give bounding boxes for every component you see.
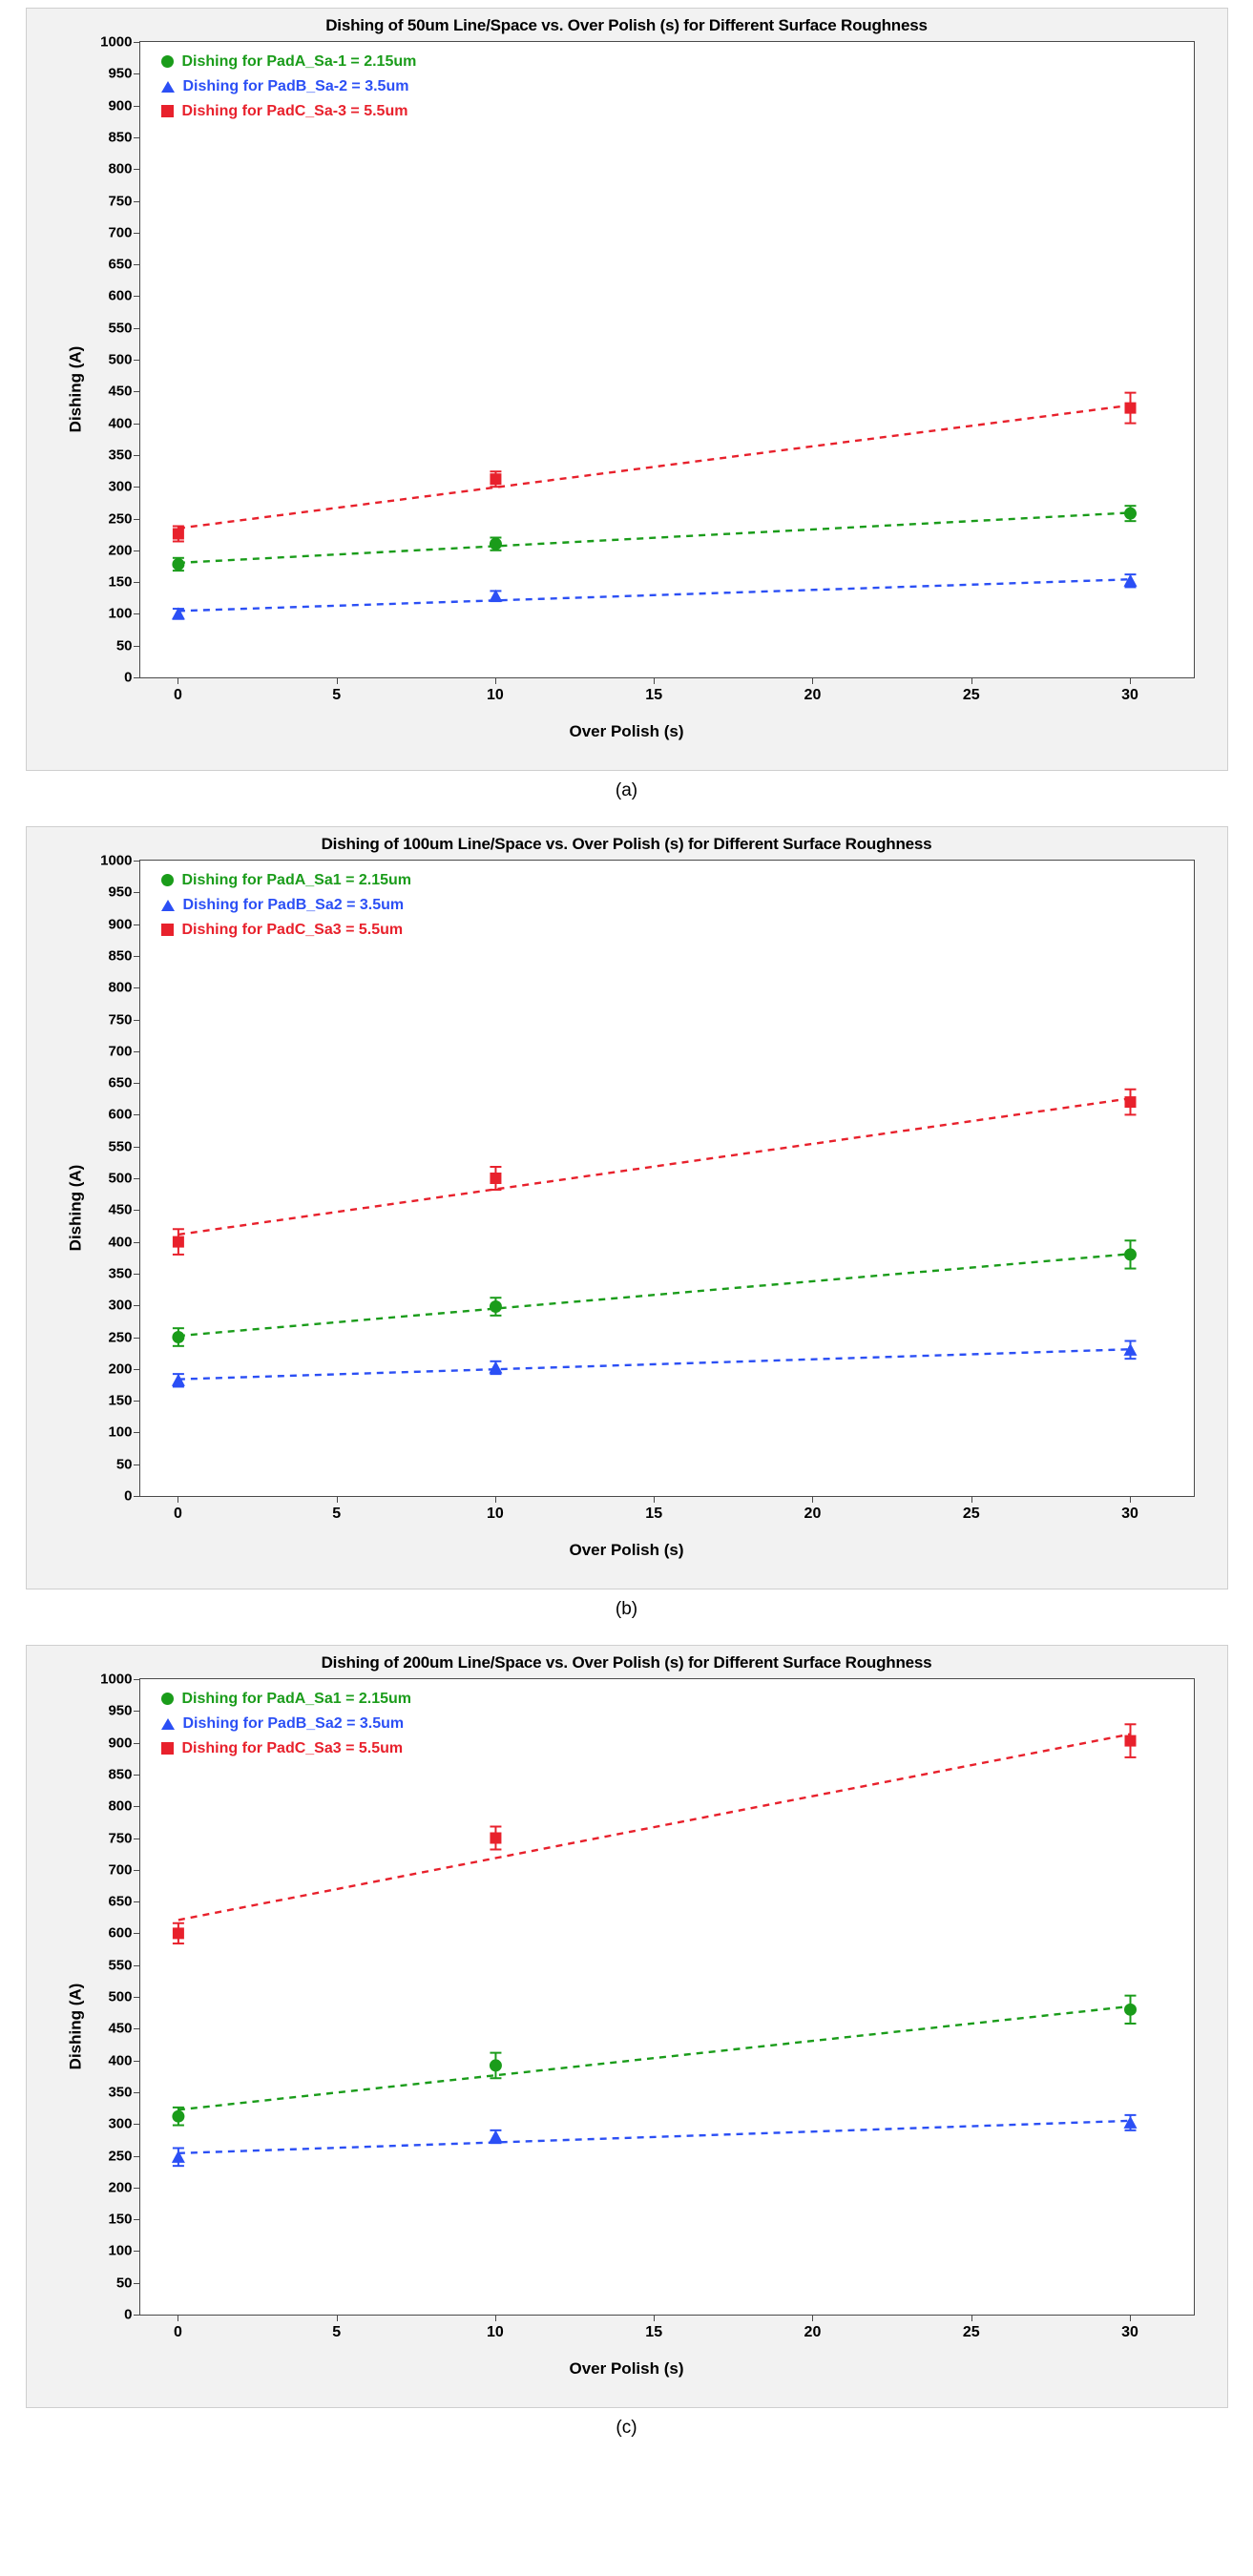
- y-tick-mark: [134, 1496, 140, 1497]
- x-tick-mark: [337, 677, 338, 684]
- data-point: [489, 590, 502, 602]
- y-tick-mark: [134, 2061, 140, 2062]
- y-tick-label: 0: [124, 669, 133, 686]
- x-tick-mark: [812, 2315, 813, 2321]
- y-tick-label: 850: [108, 947, 133, 965]
- y-tick-label: 700: [108, 1861, 133, 1879]
- y-tick-label: 850: [108, 129, 133, 146]
- y-axis-label: Dishing (A): [65, 1983, 84, 2070]
- trend-line: [178, 579, 1130, 611]
- trend-line: [178, 2006, 1130, 2109]
- y-tick-mark: [134, 201, 140, 202]
- x-tick-mark: [654, 1496, 655, 1503]
- y-tick-mark: [134, 169, 140, 170]
- y-tick-label: 950: [108, 65, 133, 82]
- plot-area-wrapper: [100, 33, 1195, 703]
- data-point: [172, 1328, 184, 1346]
- y-tick-label: 150: [108, 573, 133, 591]
- y-tick-label: 450: [108, 2020, 133, 2037]
- y-tick-mark: [134, 2124, 140, 2125]
- y-tick-label: 800: [108, 979, 133, 996]
- y-tick-label: 500: [108, 351, 133, 368]
- y-tick-mark: [134, 2219, 140, 2220]
- data-point: [1123, 1240, 1136, 1268]
- y-tick-label: 950: [108, 883, 133, 901]
- plot-area-wrapper: [100, 852, 1195, 1522]
- y-tick-mark: [134, 1901, 140, 1902]
- x-tick-label: 25: [962, 2324, 980, 2340]
- figure-a: [26, 8, 1228, 801]
- trend-line: [178, 1098, 1130, 1235]
- y-tick-label: 100: [108, 2242, 133, 2259]
- y-tick-mark: [134, 1051, 140, 1052]
- y-tick-label: 200: [108, 2179, 133, 2196]
- trend-line: [178, 1349, 1130, 1379]
- chart-panel-a: [26, 8, 1228, 771]
- data-point: [171, 2149, 184, 2167]
- plot-area-wrapper: [100, 1671, 1195, 2340]
- y-tick-mark: [134, 424, 140, 425]
- y-tick-mark: [134, 1997, 140, 1998]
- y-tick-mark: [134, 1806, 140, 1807]
- y-tick-label: 900: [108, 916, 133, 933]
- y-tick-mark: [134, 296, 140, 297]
- y-tick-label: 0: [124, 1487, 133, 1505]
- x-tick-mark: [812, 677, 813, 684]
- x-tick-label: 5: [332, 687, 342, 703]
- y-tick-mark: [134, 2188, 140, 2189]
- x-tick-label: 15: [645, 2324, 663, 2340]
- x-tick-label: 10: [487, 1506, 504, 1522]
- data-point: [490, 1827, 501, 1850]
- y-tick-mark: [134, 73, 140, 74]
- y-tick-label: 750: [108, 1830, 133, 1846]
- y-tick-label: 350: [108, 2084, 133, 2101]
- x-tick-mark: [337, 2315, 338, 2321]
- y-tick-mark: [134, 519, 140, 520]
- y-tick-mark: [134, 1242, 140, 1243]
- y-tick-mark: [134, 2028, 140, 2029]
- x-axis-label: Over Polish (s): [569, 2359, 684, 2378]
- y-tick-label: 100: [108, 1423, 133, 1441]
- x-tick-mark: [1130, 2315, 1131, 2321]
- x-tick-mark: [1130, 677, 1131, 684]
- x-tick-mark: [495, 2315, 496, 2321]
- y-tick-mark: [134, 1369, 140, 1370]
- x-tick-label: 5: [332, 1506, 342, 1522]
- y-tick-label: 1000: [100, 852, 133, 869]
- data-layer: [140, 861, 1194, 1496]
- data-layer: [140, 1679, 1194, 2315]
- plot-area: [100, 852, 1195, 1522]
- y-tick-label: 550: [108, 1957, 133, 1974]
- legend-label: Dishing for PadA_Sa1 = 2.15um: [181, 1691, 412, 1707]
- figure-b: [26, 826, 1228, 1620]
- x-axis-label: Over Polish (s): [569, 722, 684, 740]
- y-tick-label: 350: [108, 447, 133, 464]
- y-tick-mark: [134, 1020, 140, 1021]
- y-tick-label: 900: [108, 97, 133, 114]
- y-tick-label: 750: [108, 1011, 133, 1028]
- data-point: [1123, 506, 1136, 521]
- y-tick-mark: [134, 1711, 140, 1712]
- y-tick-label: 150: [108, 1392, 133, 1409]
- y-tick-mark: [134, 264, 140, 265]
- y-tick-label: 850: [108, 1766, 133, 1783]
- y-tick-mark: [134, 1147, 140, 1148]
- y-tick-mark: [134, 2092, 140, 2093]
- data-layer: [140, 42, 1194, 677]
- y-tick-mark: [134, 233, 140, 234]
- y-tick-mark: [134, 2283, 140, 2284]
- x-tick-label: 0: [173, 687, 182, 703]
- data-point: [489, 1298, 501, 1316]
- x-tick-label: 25: [962, 1506, 980, 1522]
- y-tick-label: 500: [108, 1988, 133, 2005]
- figure-c: [26, 1645, 1228, 2439]
- y-tick-label: 300: [108, 1297, 133, 1314]
- y-tick-mark: [134, 1114, 140, 1115]
- data-point: [490, 471, 501, 487]
- y-tick-mark: [134, 1083, 140, 1084]
- plot-area: [100, 33, 1195, 703]
- y-tick-mark: [134, 1743, 140, 1744]
- x-tick-mark: [654, 677, 655, 684]
- x-tick-mark: [971, 2315, 972, 2321]
- figure-caption: (b): [615, 1599, 638, 1619]
- y-tick-mark: [134, 360, 140, 361]
- data-point: [172, 1923, 183, 1943]
- x-tick-mark: [337, 1496, 338, 1503]
- y-tick-label: 50: [115, 2275, 133, 2292]
- y-tick-label: 700: [108, 224, 133, 241]
- x-tick-label: 30: [1121, 687, 1138, 703]
- x-tick-label: 20: [804, 1506, 822, 1522]
- trend-line: [178, 512, 1130, 563]
- chart-panel-c: [26, 1645, 1228, 2408]
- chart-title: Dishing of 100um Line/Space vs. Over Polish (s) for Different Surface Roughness: [321, 835, 932, 853]
- data-point: [1124, 1724, 1136, 1757]
- x-tick-mark: [495, 1496, 496, 1503]
- x-tick-mark: [971, 677, 972, 684]
- chart-panel-b: [26, 826, 1228, 1589]
- y-tick-mark: [134, 137, 140, 138]
- y-tick-mark: [134, 956, 140, 957]
- y-tick-mark: [134, 924, 140, 925]
- y-tick-label: 400: [108, 1234, 133, 1251]
- y-tick-label: 550: [108, 320, 133, 337]
- y-tick-label: 950: [108, 1702, 133, 1719]
- trend-line: [178, 1254, 1130, 1336]
- y-tick-label: 1000: [100, 33, 133, 51]
- x-tick-label: 25: [962, 687, 980, 703]
- x-tick-label: 5: [332, 2324, 342, 2340]
- y-tick-mark: [134, 2156, 140, 2157]
- x-tick-label: 0: [173, 1506, 182, 1522]
- legend-label: Dishing for PadB_Sa2 = 3.5um: [182, 896, 405, 913]
- data-point: [1124, 393, 1136, 424]
- y-tick-mark: [134, 677, 140, 678]
- y-tick-mark: [134, 391, 140, 392]
- y-tick-mark: [134, 2251, 140, 2252]
- data-point: [1124, 1090, 1136, 1115]
- y-tick-mark: [134, 1210, 140, 1211]
- y-tick-label: 800: [108, 1797, 133, 1815]
- x-tick-label: 10: [487, 687, 504, 703]
- trend-line: [178, 1735, 1130, 1921]
- y-tick-label: 250: [108, 510, 133, 527]
- data-point: [172, 526, 183, 541]
- y-tick-mark: [134, 646, 140, 647]
- y-tick-mark: [134, 613, 140, 614]
- data-point: [172, 558, 184, 571]
- y-tick-label: 650: [108, 1074, 133, 1091]
- y-tick-label: 750: [108, 193, 133, 209]
- y-tick-label: 450: [108, 1201, 133, 1218]
- y-tick-label: 300: [108, 478, 133, 495]
- y-tick-label: 600: [108, 1924, 133, 1942]
- legend-label: Dishing for PadC_Sa-3 = 5.5um: [181, 102, 408, 119]
- data-point: [489, 2130, 502, 2144]
- legend-label: Dishing for PadA_Sa1 = 2.15um: [181, 872, 412, 888]
- x-tick-mark: [1130, 1496, 1131, 1503]
- data-point: [490, 1167, 501, 1190]
- y-tick-mark: [134, 1870, 140, 1871]
- y-tick-label: 100: [108, 605, 133, 622]
- y-tick-label: 500: [108, 1170, 133, 1187]
- y-tick-mark: [134, 1775, 140, 1776]
- y-tick-label: 200: [108, 1361, 133, 1378]
- data-point: [1123, 2115, 1137, 2130]
- legend-label: Dishing for PadB_Sa-2 = 3.5um: [182, 77, 409, 94]
- y-tick-label: 800: [108, 160, 133, 177]
- x-tick-mark: [812, 1496, 813, 1503]
- y-tick-label: 900: [108, 1735, 133, 1752]
- data-point: [171, 607, 184, 619]
- legend-label: Dishing for PadB_Sa2 = 3.5um: [182, 1714, 405, 1732]
- x-tick-label: 30: [1121, 1506, 1138, 1522]
- y-tick-label: 250: [108, 1329, 133, 1345]
- y-axis-label: Dishing (A): [65, 345, 84, 433]
- y-tick-mark: [134, 1933, 140, 1934]
- y-tick-label: 600: [108, 287, 133, 304]
- y-tick-label: 50: [115, 1456, 133, 1473]
- y-tick-label: 0: [124, 2306, 133, 2323]
- x-tick-mark: [971, 1496, 972, 1503]
- data-point: [489, 537, 501, 550]
- chart-title: Dishing of 200um Line/Space vs. Over Polish (s) for Different Surface Roughness: [321, 1653, 932, 1672]
- data-point: [489, 1361, 502, 1374]
- x-tick-label: 15: [645, 687, 663, 703]
- y-tick-mark: [134, 1401, 140, 1402]
- y-tick-label: 400: [108, 2052, 133, 2069]
- y-tick-mark: [134, 1178, 140, 1179]
- figure-caption: (c): [616, 2418, 637, 2438]
- y-axis-label: Dishing (A): [65, 1164, 84, 1252]
- y-tick-label: 450: [108, 383, 133, 400]
- y-tick-label: 1000: [100, 1671, 133, 1688]
- y-tick-label: 150: [108, 2211, 133, 2228]
- y-tick-mark: [134, 1965, 140, 1966]
- y-tick-mark: [134, 987, 140, 988]
- y-tick-mark: [134, 892, 140, 893]
- y-tick-mark: [134, 106, 140, 107]
- y-tick-label: 300: [108, 2115, 133, 2132]
- x-tick-label: 10: [487, 2324, 504, 2340]
- y-tick-label: 650: [108, 1893, 133, 1910]
- chart-title: Dishing of 50um Line/Space vs. Over Polish (s) for Different Surface Roughness: [325, 16, 928, 34]
- y-tick-mark: [134, 487, 140, 488]
- x-tick-label: 20: [804, 2324, 822, 2340]
- y-tick-label: 400: [108, 415, 133, 432]
- y-tick-mark: [134, 2315, 140, 2316]
- figure-caption: (a): [615, 780, 638, 800]
- y-tick-label: 350: [108, 1265, 133, 1282]
- x-tick-label: 30: [1121, 2324, 1138, 2340]
- x-tick-label: 0: [173, 2324, 182, 2340]
- y-tick-label: 250: [108, 2148, 133, 2164]
- x-tick-label: 15: [645, 1506, 663, 1522]
- y-tick-label: 550: [108, 1138, 133, 1155]
- x-tick-label: 20: [804, 687, 822, 703]
- trend-line: [178, 405, 1130, 529]
- x-tick-mark: [654, 2315, 655, 2321]
- y-tick-label: 200: [108, 542, 133, 559]
- y-tick-mark: [134, 1679, 140, 1680]
- y-tick-mark: [134, 582, 140, 583]
- legend-label: Dishing for PadA_Sa-1 = 2.15um: [181, 53, 417, 70]
- y-tick-mark: [134, 1305, 140, 1306]
- y-tick-label: 700: [108, 1043, 133, 1060]
- y-tick-label: 650: [108, 256, 133, 273]
- y-tick-label: 600: [108, 1106, 133, 1123]
- legend-label: Dishing for PadC_Sa3 = 5.5um: [181, 1739, 404, 1756]
- x-axis-label: Over Polish (s): [569, 1541, 684, 1559]
- y-tick-mark: [134, 861, 140, 862]
- y-tick-mark: [134, 328, 140, 329]
- y-tick-mark: [134, 42, 140, 43]
- y-tick-label: 50: [115, 637, 133, 654]
- legend-label: Dishing for PadC_Sa3 = 5.5um: [181, 921, 404, 938]
- trend-line: [178, 2121, 1130, 2153]
- y-tick-mark: [134, 1274, 140, 1275]
- data-point: [1123, 1996, 1136, 2024]
- y-tick-mark: [134, 1432, 140, 1433]
- plot-area: [100, 1671, 1195, 2340]
- y-tick-mark: [134, 455, 140, 456]
- y-tick-mark: [134, 1338, 140, 1339]
- x-tick-mark: [495, 677, 496, 684]
